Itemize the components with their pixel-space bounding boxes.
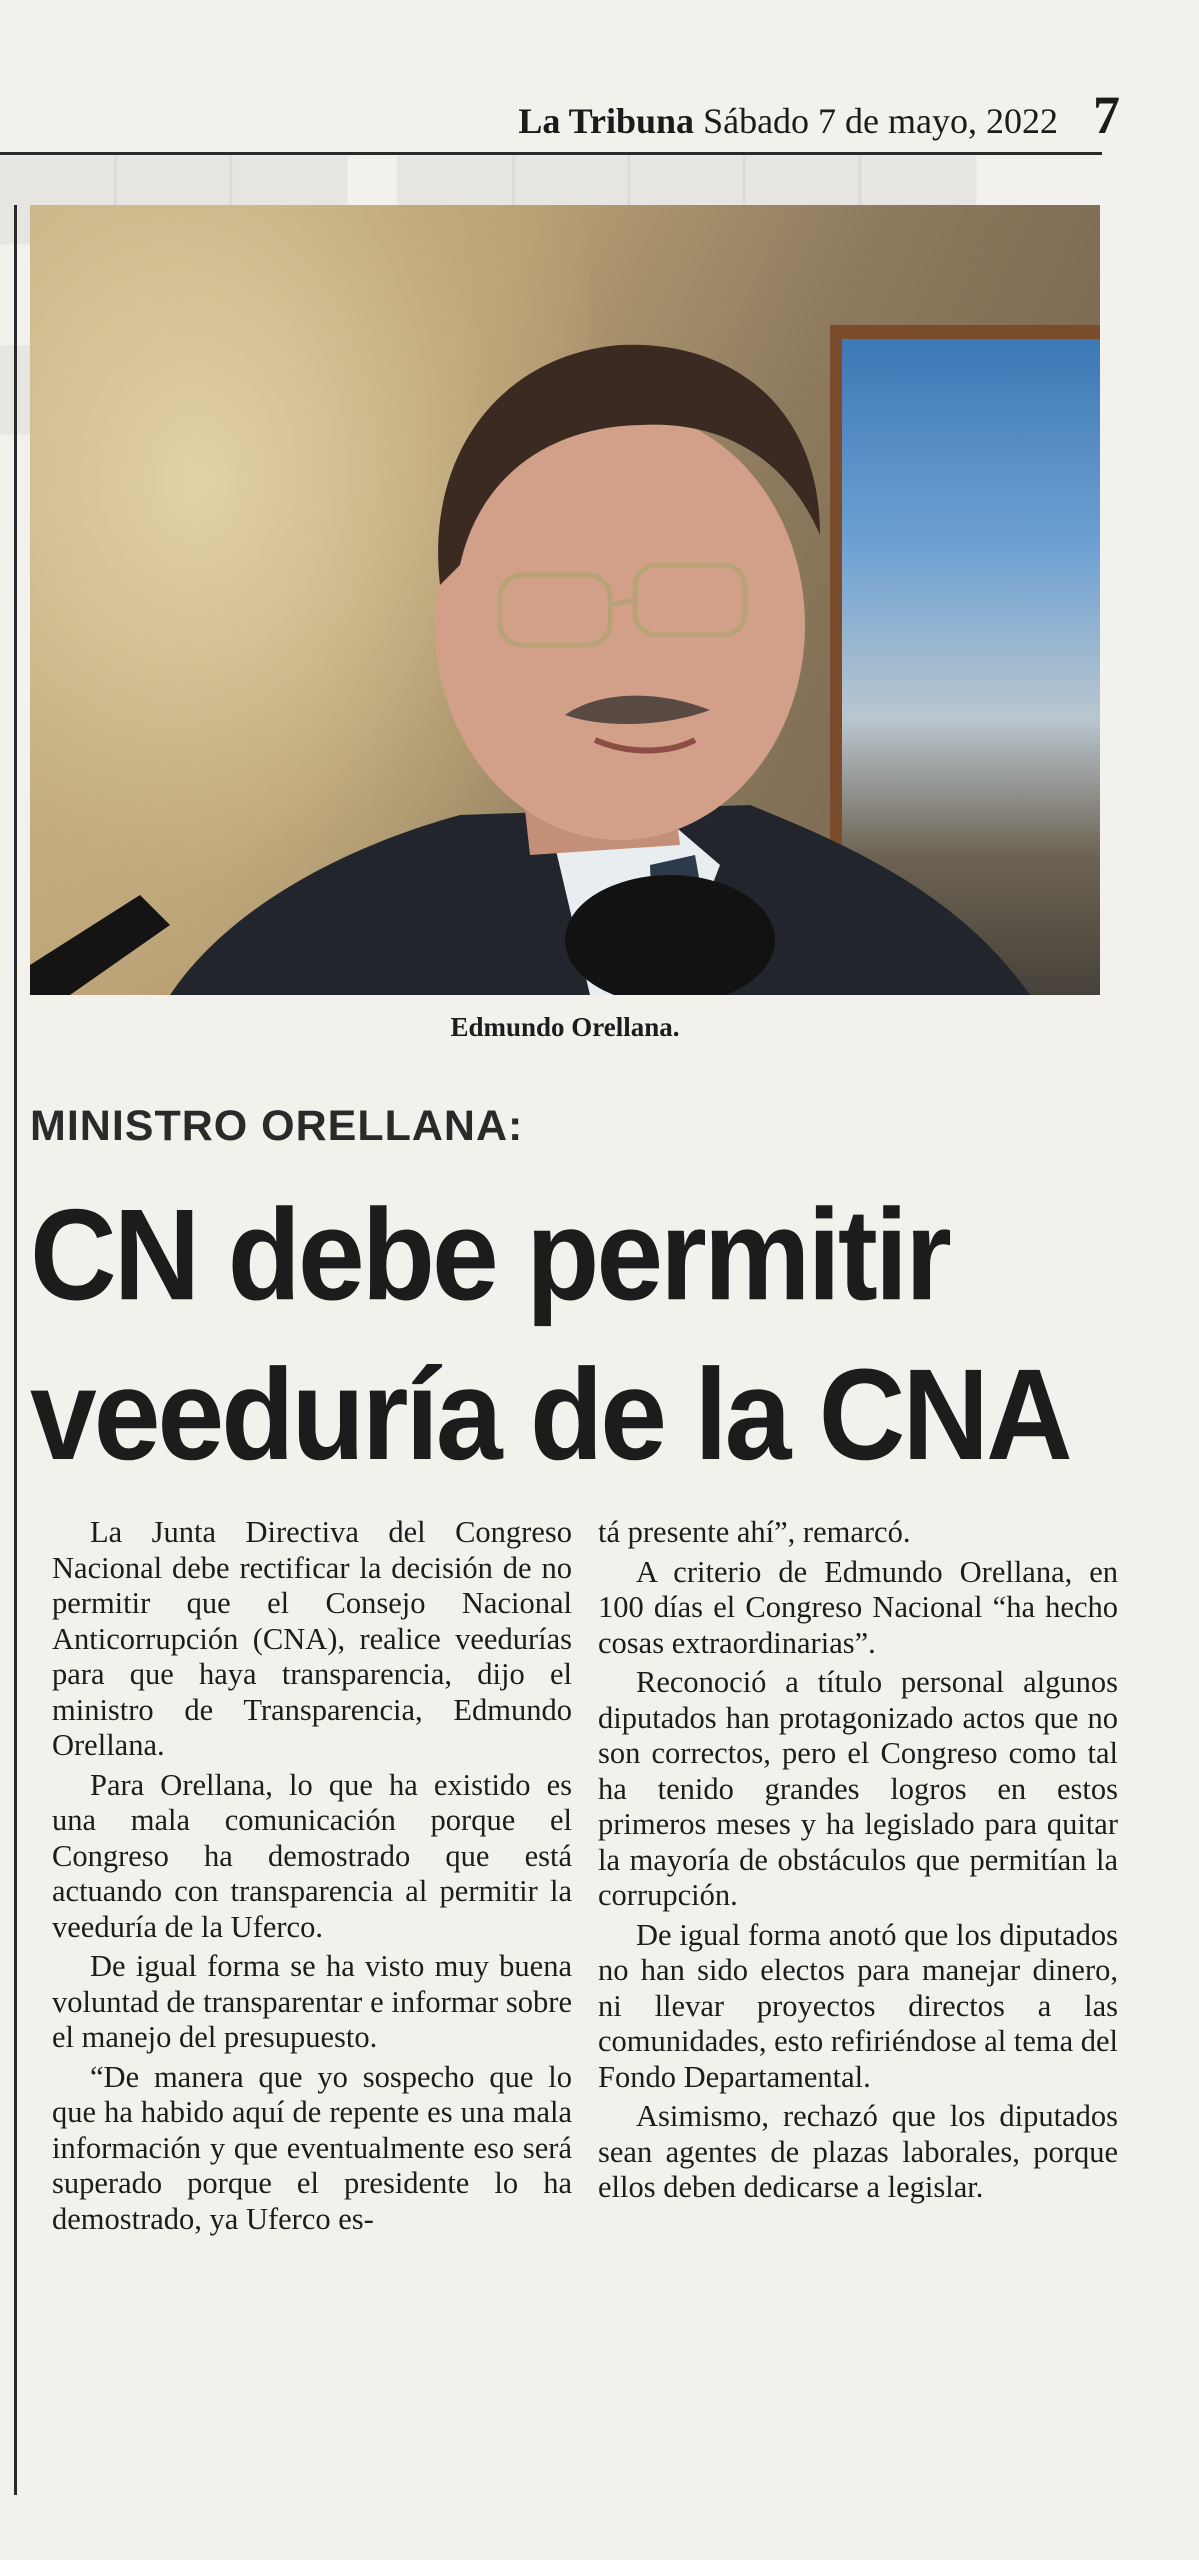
- paragraph: Para Orellana, lo que ha existido es una mala comunicación porque el Congreso ha demostrado que está actuando con transparencia al permitir la veeduría de la Uferco.: [52, 1767, 572, 1944]
- page-header: [0, 80, 1120, 170]
- paragraph-continued: tá presente ahí”, remarcó.: [598, 1515, 911, 1549]
- photo-caption: Edmundo Orellana.: [450, 1012, 680, 1042]
- paper-name: La Tribuna: [518, 101, 695, 141]
- paragraph: De igual forma se ha visto muy buena voluntad de transparentar e informar sobre el manejo del presupuesto.: [52, 1949, 572, 2054]
- header-rule: [0, 152, 1102, 155]
- photo-microphone-left: [30, 895, 170, 995]
- article-photo: [30, 205, 1100, 995]
- page-number: 7: [1093, 85, 1120, 145]
- header-masthead: [518, 100, 1058, 142]
- headline-line-2: veeduría de la CNA: [30, 1342, 1070, 1488]
- article-column-left: [52, 1515, 572, 2241]
- paragraph: La Junta Directiva del Congreso Nacional debe rectificar la decisión de no permitir que el Consejo Nacional Anticorrupción (CNA), realice veedurías para que haya transparencia, dijo el ministro de Transparencia, Edmundo Orellana.: [52, 1515, 572, 1762]
- paragraph: A criterio de Edmundo Orellana, en 100 días el Congreso Nacional “ha hecho cosas extraordinarias”.: [598, 1554, 1118, 1660]
- photo-subject: [30, 205, 1100, 995]
- paragraph: De igual forma anotó que los diputados no han sido electos para manejar dinero, ni llevar proyectos directos a las comunidades, esto refiriéndose al tema del Fondo Departamental.: [598, 1917, 1119, 2094]
- article-kicker: MINISTRO ORELLANA:: [30, 1102, 524, 1150]
- paragraph: “De manera que yo sospecho que lo que ha habido aquí de repente es una mala información y que eventualmente eso será superado porque el presidente lo ha demostrado, ya Uferco es-: [52, 2059, 572, 2236]
- article-headline: [30, 1175, 1110, 1495]
- paragraph: Asimismo, rechazó que los diputados sean agentes de plazas laborales, porque ellos deben dedicarse a legislar.: [598, 2099, 1118, 2204]
- article-column-right: [598, 1515, 1118, 2210]
- headline-line-1: CN debe permitir: [30, 1182, 949, 1328]
- issue-date: Sábado 7 de mayo, 2022: [703, 101, 1058, 141]
- column-rule: [14, 205, 17, 2495]
- paragraph: Reconoció a título personal algunos diputados han protagonizado actos que no son correctos, pero el Congreso como tal ha tenido grandes logros en estos primeros meses y ha legislado para quitar la mayoría de obstáculos que permitían la corrupción.: [598, 1665, 1118, 1912]
